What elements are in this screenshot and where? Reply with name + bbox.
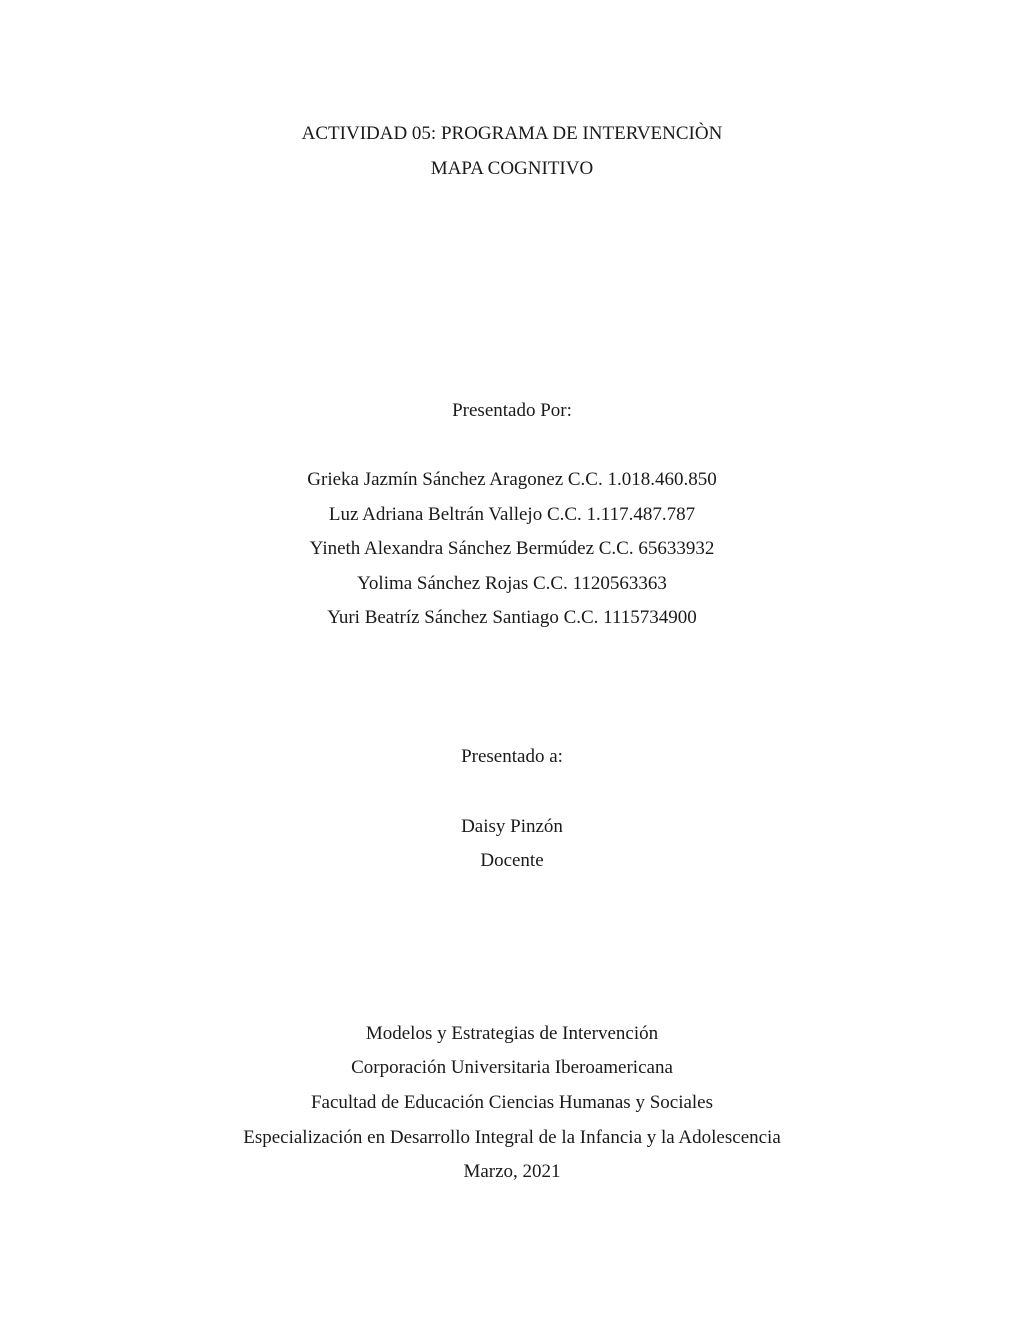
author-line: Yineth Alexandra Sánchez Bermúdez C.C. 65633932: [309, 538, 715, 559]
presented-by-label: Presentado Por:: [452, 400, 572, 421]
course-name: Modelos y Estrategias de Intervención: [365, 1023, 659, 1044]
title-line-1: ACTIVIDAD 05: PROGRAMA DE INTERVENCIÒN: [301, 123, 723, 144]
author-line: Grieka Jazmín Sánchez Aragonez C.C. 1.018.460.850: [307, 469, 717, 490]
program-name: Especialización en Desarrollo Integral de la Infancia y la Adolescencia: [243, 1127, 781, 1148]
title-line-2: MAPA COGNITIVO: [430, 158, 594, 179]
author-line: Yuri Beatríz Sánchez Santiago C.C. 1115734900: [327, 607, 697, 628]
institution-name: Corporación Universitaria Iberoamericana: [351, 1057, 673, 1078]
faculty-name: Facultad de Educación Ciencias Humanas y Sociales: [310, 1092, 714, 1113]
teacher-name: Daisy Pinzón: [461, 816, 563, 837]
author-line: Yolima Sánchez Rojas C.C. 1120563363: [357, 573, 667, 594]
presented-to-label: Presentado a:: [461, 746, 563, 767]
document-date: Marzo, 2021: [463, 1161, 561, 1182]
author-line: Luz Adriana Beltrán Vallejo C.C. 1.117.487.787: [328, 504, 696, 525]
teacher-role: Docente: [480, 850, 544, 871]
